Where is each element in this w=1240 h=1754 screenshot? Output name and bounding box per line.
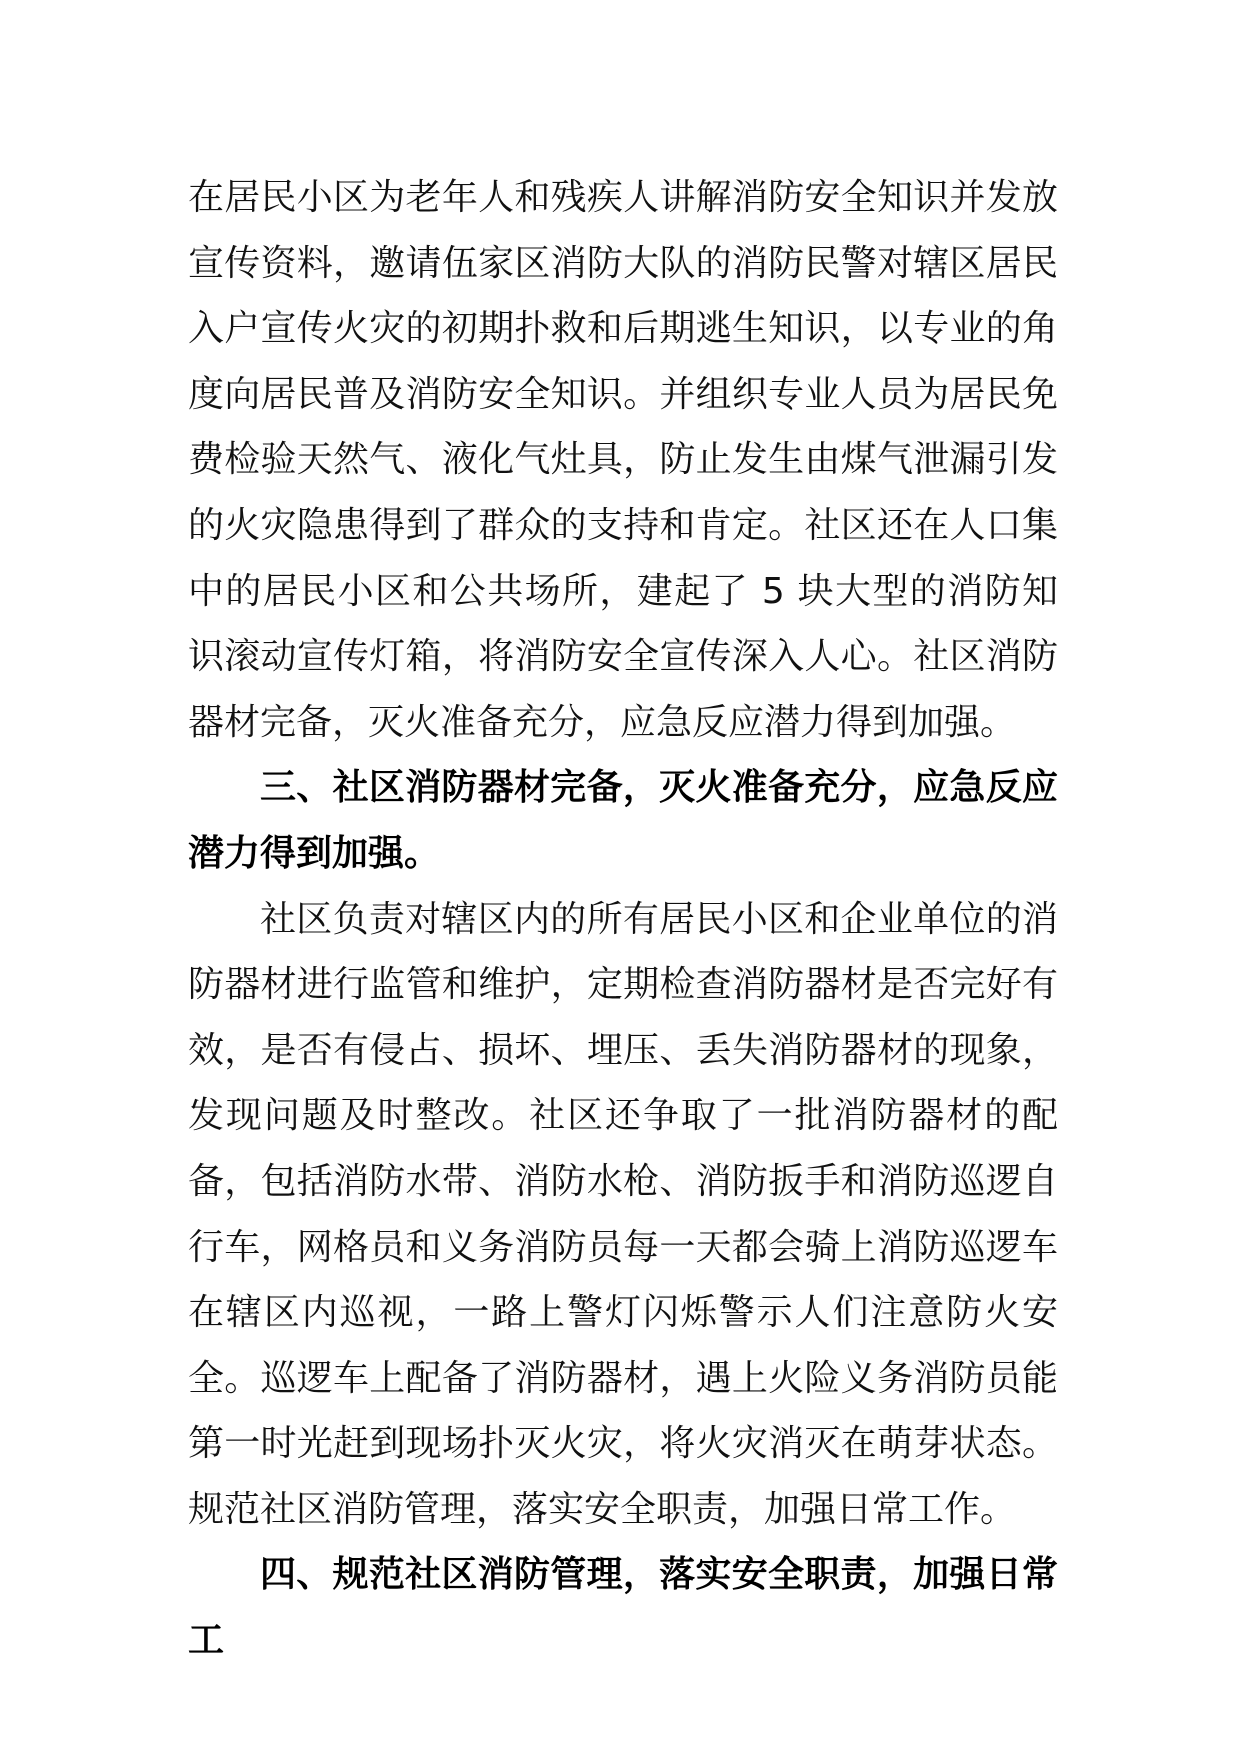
paragraph-fire-equipment: 社区负责对辖区内的所有居民小区和企业单位的消防器材进行监管和维护，定期检查消防器材是否完好有效，是否有侵占、损坏、埋压、丢失消防器材的现象，发现问题及时整改。社区还争取了一批消防器材的配备，包括消防水带、消防水枪、消防扳手和消防巡逻自行车，网格员和义务消防员每一天都会骑上消防巡逻车在辖区内巡视，一路上警灯闪烁警示人们注意防火安全。巡逻车上配备了消防器材，遇上火险义务消防员能第一时光赶到现场扑灭火灾，将火灾消灭在萌芽状态。规范社区消防管理，落实安全职责，加强日常工作。 (188, 898, 1058, 1530)
section-heading-3: 三、社区消防器材完备，灭火准备充分，应急反应潜力得到加强。 (188, 767, 1058, 874)
document-body (188, 165, 1058, 1674)
section-heading-4: 四、规范社区消防管理，落实安全职责，加强日常工 (188, 1554, 1058, 1662)
paragraph-fire-safety-publicity: 在居民小区为老年人和残疾人讲解消防安全知识并发放宣传资料，邀请伍家区消防大队的消防民警对辖区居民入户宣传火灾的初期扑救和后期逃生知识，以专业的角度向居民普及消防安全知识。并组织专业人员为居民免费检验天然气、液化气灶具，防止发生由煤气泄漏引发的火灾隐患得到了群众的支持和肯定。社区还在人口集中的居民小区和公共场所，建起了 5 块大型的消防知识滚动宣传灯箱，将消防安全宣传深入人心。社区消防器材完备，灭火准备充分，应急反应潜力得到加强。 (188, 177, 1058, 743)
